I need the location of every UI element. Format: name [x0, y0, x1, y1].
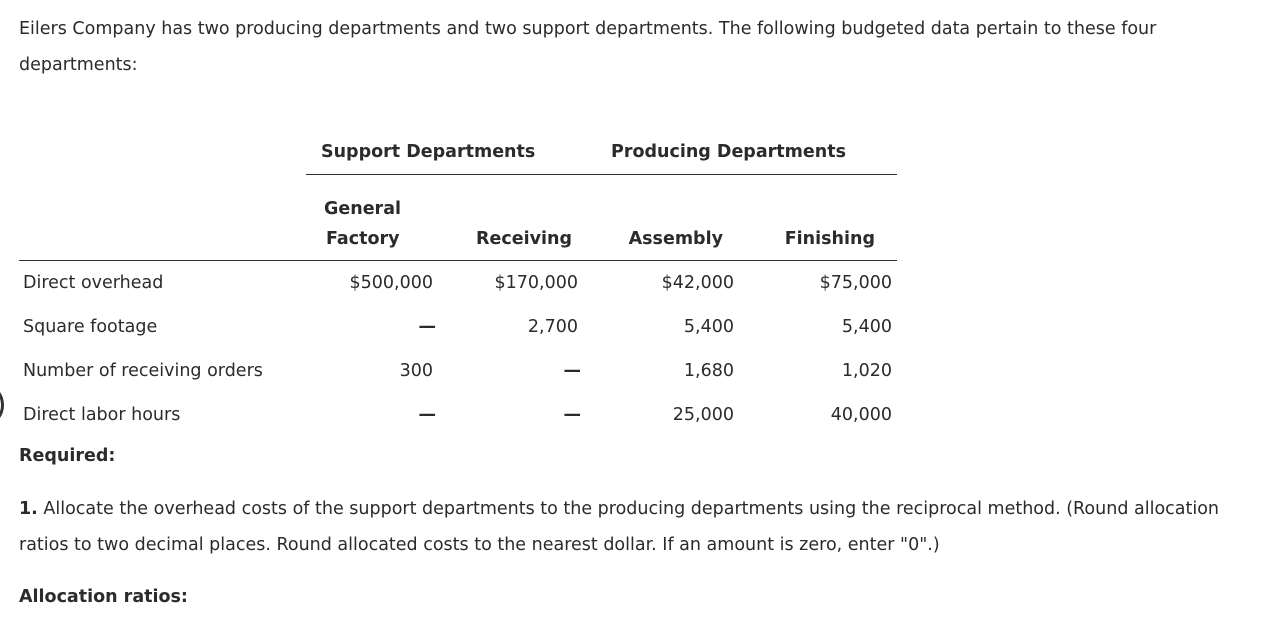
cell-assembly: $42,000	[661, 273, 734, 293]
instruction-paragraph	[19, 491, 1264, 563]
general-header-line1: General	[324, 199, 401, 219]
cell-receiving: $170,000	[494, 273, 578, 293]
table-row	[19, 393, 897, 437]
column-header-row-2	[19, 221, 897, 261]
cell-general-factory: $500,000	[349, 273, 433, 293]
producing-departments-header	[583, 127, 897, 175]
allocation-ratios-heading: Allocation ratios:	[19, 587, 188, 607]
finishing-header: Finishing	[739, 221, 897, 261]
required-heading: Required:	[19, 446, 116, 466]
row-label: Number of receiving orders	[23, 361, 263, 381]
receiving-header: Receiving	[438, 221, 583, 261]
department-data-table	[19, 127, 897, 437]
intro-paragraph: Eilers Company has two producing departments and two support departments. The following budgeted data pertain to these four departments:	[19, 19, 1157, 75]
column-header-row-1	[19, 175, 897, 222]
group-header-row	[19, 127, 897, 175]
assembly-header: Assembly	[583, 221, 739, 261]
table-row	[19, 349, 897, 393]
factory-header: Factory	[306, 221, 438, 261]
cell-assembly: 1,680	[683, 361, 734, 381]
support-departments-header	[306, 127, 583, 175]
cell-general-factory: —	[418, 405, 436, 425]
cell-finishing: $75,000	[819, 273, 892, 293]
instruction-number: 1.	[19, 499, 38, 519]
producing-departments-label: Producing Departments	[611, 141, 846, 162]
cell-general-factory: —	[418, 317, 436, 337]
row-label: Square footage	[23, 317, 158, 337]
cell-finishing: 5,400	[841, 317, 892, 337]
instruction-text: Allocate the overhead costs of the support departments to the producing departments using the reciprocal method. (Round allocation ratios to two decimal places. Round allocated costs to the nearest dollar. If an amount is zero, enter "0".)	[19, 499, 1220, 555]
cell-finishing: 1,020	[841, 361, 892, 381]
circle-mark-decoration	[0, 382, 4, 428]
cell-receiving: —	[563, 361, 581, 381]
cell-receiving: —	[563, 405, 581, 425]
cell-general-factory: 300	[399, 361, 433, 381]
table-row	[19, 305, 897, 349]
cell-receiving: 2,700	[527, 317, 578, 337]
row-label: Direct labor hours	[23, 405, 181, 425]
table-row	[19, 261, 897, 306]
cell-assembly: 25,000	[672, 405, 734, 425]
cell-assembly: 5,400	[683, 317, 734, 337]
row-label: Direct overhead	[23, 273, 164, 293]
cell-finishing: 40,000	[830, 405, 892, 425]
support-departments-label: Support Departments	[321, 141, 536, 162]
